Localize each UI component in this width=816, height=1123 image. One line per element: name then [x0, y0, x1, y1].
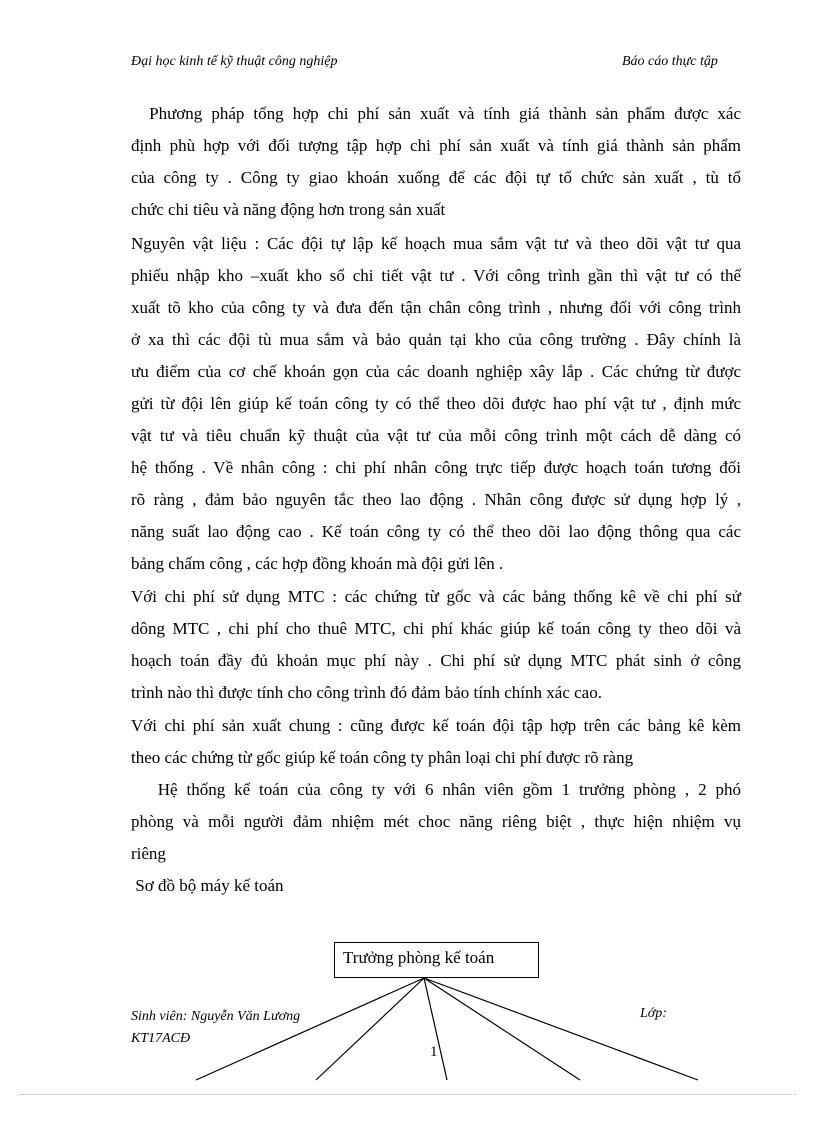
paragraph-line: phòng và mỗi người đảm nhiệm mét choc năng riêng biệt , thực hiện nhiệm vụ: [131, 812, 741, 831]
paragraph-line: dông MTC , chi phí cho thuê MTC, chi phí khác giúp kế toán công ty theo dõi và: [131, 619, 741, 638]
org-chart-root-box: Trưởng phòng kế toán: [334, 942, 539, 978]
paragraph-line: của công ty . Công ty giao khoán xuống để các đội tự tổ chức sản xuất , tù tổ: [131, 168, 741, 187]
diagram-caption: Sơ đồ bộ máy kế toán: [131, 876, 284, 895]
paragraph-line: vật tư và tiêu chuẩn kỹ thuật của vật tư của mỗi công trình một cách dễ dàng có: [131, 426, 741, 445]
footer-class-label: Lớp:: [640, 1006, 667, 1021]
header-report-title: Báo cáo thực tập: [622, 54, 718, 69]
footer-student-name: Sinh viên: Nguyễn Văn Lương: [131, 1009, 301, 1024]
footer-student: [131, 1006, 300, 1050]
paragraph-line: theo các chứng từ gốc giúp kế toán công ty phân loại chi phí được rõ ràng: [131, 748, 634, 767]
paragraph-line: hệ thống . Về nhân công : chi phí nhân công trực tiếp được hoạch toán tương đối: [131, 458, 741, 477]
paragraph-line: ở xa thì các đội tù mua sắm và bảo quản tại kho của công trường . Đây chính là: [131, 330, 741, 349]
paragraph-line: Nguyên vật liệu : Các đội tự lập kế hoạch mua sắm vật tư và theo dõi vật tư qua: [131, 234, 741, 253]
branch-line: [424, 978, 698, 1080]
paragraph-line: Hệ thống kế toán của công ty với 6 nhân viên gồm 1 trưởng phòng , 2 phó: [131, 780, 742, 799]
paragraph-line: năng suất lao động cao . Kế toán công ty có thể theo dõi lao động thông qua các: [131, 522, 741, 541]
paragraph-line: rõ ràng , đảm bảo nguyên tắc theo lao động . Nhân công được sử dụng hợp lý ,: [131, 490, 741, 509]
footer-class-code: KT17ACĐ: [131, 1031, 191, 1046]
page-number: 1: [430, 1044, 438, 1060]
paragraph-line: phiếu nhập kho –xuất kho sổ chi tiết vật tư . Với công trình gần thì vật tư có thể: [131, 266, 741, 285]
branch-line: [316, 978, 424, 1080]
header-school: Đại học kinh tế kỹ thuật công nghiệp: [131, 54, 338, 69]
paragraph-line: bảng chấm công , các hợp đồng khoán mà đội gửi lên .: [131, 554, 504, 573]
paragraph-line: xuất tõ kho của công ty và đưa đến tận chân công trình , nhưng đối với công trình: [131, 298, 741, 317]
paragraph-line: ưu điểm của cơ chế khoán gọn của các doanh nghiệp xây lắp . Các chứng từ được: [131, 362, 741, 381]
branch-line: [424, 978, 580, 1080]
paragraph-line: Phương pháp tổng hợp chi phí sản xuất và tính giá thành sản phẩm được xác: [131, 104, 742, 123]
paragraph-line: Với chi phí sử dụng MTC : các chứng từ gốc và các bảng thống kê về chi phí sử: [131, 587, 741, 606]
paragraph-line: riêng: [131, 844, 166, 863]
paragraph-line: gửi từ đội lên giúp kế toán công ty có thể theo dõi được hao phí vật tư , định mức: [131, 394, 741, 413]
paragraph-line: chức chi tiêu và năng động hơn trong sản xuất: [131, 200, 446, 219]
paragraph-line: hoạch toán đầy đủ khoản mục phí này . Chi phí sử dụng MTC phát sinh ở công: [131, 651, 741, 670]
branch-line: [424, 978, 447, 1080]
paragraph-line: trình nào thì được tính cho công trình đó đảm bảo tính chính xác cao.: [131, 683, 602, 702]
page-divider: [20, 1094, 796, 1095]
paragraph-line: định phù hợp với đối tượng tập hợp chi phí sản xuất và tính giá thành sản phẩm: [131, 136, 741, 155]
paragraph-line: Với chi phí sản xuất chung : cũng được kế toán đội tập hợp trên các bảng kê kèm: [131, 716, 741, 735]
